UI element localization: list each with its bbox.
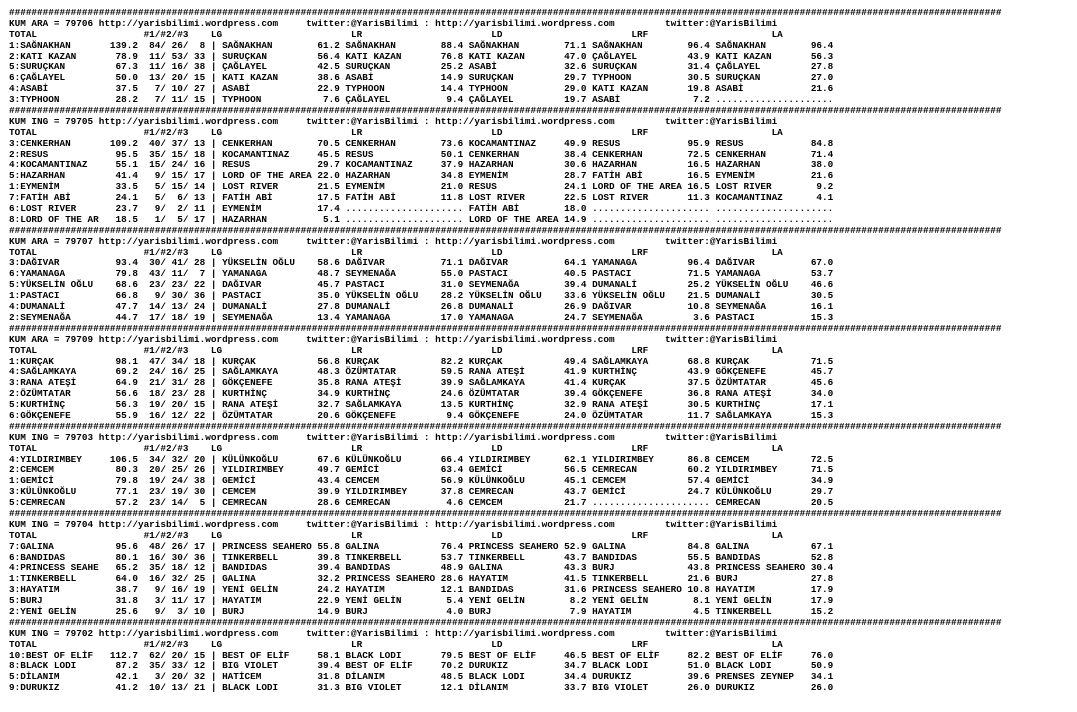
horse-row: 5:KURTHİNÇ 56.3 19/ 20/ 15 | RANA ATEŞİ 32.7 SAĞLAMKAYA 13.5 KURTHİNÇ 32.9 RANA ATEŞİ 30.5 KURTHİNÇ 17.1 (9, 399, 834, 411)
horse-row: 1:SAĞNAKHAN 139.2 84/ 26/ 8 | SAĞNAKHAN 61.2 SAĞNAKHAN 88.4 SAĞNAKHAN 71.1 SAĞNAKHAN 96.4 SAĞNAKHAN 96.4 (9, 39, 834, 51)
horse-row: 2:YENİ GELİN 25.6 9/ 3/ 10 | BURJ 14.9 BURJ 4.0 BURJ 7.9 HAYATIM 4.5 TINKERBELL 15.2 (9, 605, 834, 617)
horse-row: 3:CENKERHAN 109.2 40/ 37/ 13 | CENKERHAN 70.5 CENKERHAN 73.6 KOCAMANTINAZ 49.9 RESUS 95.9 RESUS 84.8 (9, 137, 834, 149)
horse-row: 1:GEMİCİ 79.8 19/ 24/ 38 | GEMİCİ 43.4 CEMCEM 56.9 KÜLÜNKOĞLU 45.1 CEMCEM 57.4 GEMİCİ 34.9 (9, 475, 834, 487)
race-header-line: KUM ING = 79705 http://yarisbilimi.wordpress.com twitter:@YarisBilimi : http://yarisbilimi.wordpress.com twitter:@YarisBilimi (9, 115, 778, 127)
horse-row: 5:CEMRECAN 57.2 23/ 14/ 5 | CEMRECAN 28.6 CEMRECAN 4.6 CEMCEM 21.7 ..................... CEMRECAN 20.5 (9, 497, 834, 509)
column-header-line: TOTAL #1/#2/#3 LG LR LD LRF LA (9, 246, 783, 258)
horse-row: 1:KURÇAK 98.1 47/ 34/ 18 | KURÇAK 56.8 KURÇAK 82.2 KURÇAK 49.4 SAĞLAMKAYA 68.8 KURÇAK 71.5 (9, 355, 834, 367)
horse-row: 2:SEYMENAĞA 44.7 17/ 18/ 19 | SEYMENAĞA 13.4 YAMANAGA 17.0 YAMANAGA 24.7 SEYMENAĞA 3.6 PASTACI 15.3 (9, 311, 834, 323)
separator-line: ################################################################################################################################################################################# (9, 224, 1002, 236)
horse-row: 9:DURUKIZ 41.2 10/ 13/ 21 | BLACK LODI 31.3 BIG VIOLET 12.1 DİLANIM 33.7 BIG VIOLET 26.0 DURUKIZ 26.0 (9, 682, 834, 694)
horse-row: 4:ASABİ 37.5 7/ 10/ 27 | ASABİ 22.9 TYPHOON 14.4 TYPHOON 29.0 KATI KAZAN 19.8 ASABİ 21.6 (9, 83, 834, 95)
horse-row: 5:SURUÇKAN 67.3 11/ 16/ 38 | ÇAĞLAYEL 42.5 SURUÇKAN 25.2 ASABİ 32.6 SURUÇKAN 31.4 ÇAĞLAYEL 27.8 (9, 61, 834, 73)
column-header-line: TOTAL #1/#2/#3 LG LR LD LRF LA (9, 638, 783, 650)
horse-row: 6:LOST RIVER 23.7 9/ 2/ 11 | EYMENİM 17.4 ..................... FATİH ABİ 18.0 ..................... ..................... (9, 203, 834, 215)
horse-row: 8:BLACK LODI 87.2 35/ 33/ 12 | BIG VIOLET 39.4 BEST OF ELİF 70.2 DURUKIZ 34.7 BLACK LODI 51.0 BLACK LODI 50.9 (9, 660, 834, 672)
horse-row: 5:BURJ 31.8 3/ 11/ 17 | HAYATIM 22.9 YENİ GELİN 5.4 YENİ GELİN 8.2 YENİ GELİN 8.1 YENİ GELİN 17.9 (9, 595, 834, 607)
horse-row: 2:KATI KAZAN 78.9 11/ 53/ 33 | SURUÇKAN 56.4 KATI KAZAN 76.8 KATI KAZAN 47.0 ÇAĞLAYEL 43.9 KATI KAZAN 56.3 (9, 50, 834, 62)
horse-row: 3:RANA ATEŞİ 64.9 21/ 31/ 28 | GÖKÇENEFE 35.8 RANA ATEŞİ 39.9 SAĞLAMKAYA 41.4 KURÇAK 37.5 ÖZÜMTATAR 45.6 (9, 377, 834, 389)
horse-row: 5:HAZARHAN 41.4 9/ 15/ 17 | LORD OF THE AREA 22.0 HAZARHAN 34.8 EYMENİM 28.7 FATİH ABİ 16.5 EYMENİM 21.6 (9, 170, 834, 182)
horse-row: 7:GALINA 95.6 48/ 26/ 17 | PRINCESS SEAHERO 55.8 GALINA 76.4 PRINCESS SEAHERO 52.9 GALINA 84.8 GALINA 67.1 (9, 540, 834, 552)
column-header-line: TOTAL #1/#2/#3 LG LR LD LRF LA (9, 529, 783, 541)
race-header-line: KUM ING = 79702 http://yarisbilimi.wordpress.com twitter:@YarisBilimi : http://yarisbilimi.wordpress.com twitter:@YarisBilimi (9, 627, 778, 639)
separator-line: ################################################################################################################################################################################# (9, 105, 1002, 117)
horse-row: 2:ÖZÜMTATAR 56.6 18/ 23/ 28 | KURTHİNÇ 34.9 KURTHİNÇ 24.6 ÖZÜMTATAR 39.4 GÖKÇENEFE 36.8 RANA ATEŞİ 34.0 (9, 388, 834, 400)
horse-row: 8:LORD OF THE AR 18.5 1/ 5/ 17 | HAZARHAN 5.1 ..................... LORD OF THE AREA 14.9 ..................... ..................... (9, 213, 834, 225)
column-header-line: TOTAL #1/#2/#3 LG LR LD LRF LA (9, 28, 783, 40)
horse-row: 10:BEST OF ELİF 112.7 62/ 20/ 15 | BEST OF ELİF 58.1 BLACK LODI 79.5 BEST OF ELİF 46.5 BEST OF ELİF 82.2 BEST OF ELİF 76.0 (9, 649, 834, 661)
horse-row: 3:HAYATIM 38.7 9/ 16/ 19 | YENİ GELİN 24.2 HAYATIM 12.1 BANDIDAS 31.6 PRINCESS SEAHERO 10.8 HAYATIM 17.9 (9, 584, 834, 596)
horse-row: 5:DİLANIM 42.1 3/ 20/ 32 | HATİCEM 31.8 DİLANIM 48.5 BLACK LODI 34.4 DURUKIZ 39.6 PRENSES ZEYNEP 34.1 (9, 671, 834, 683)
column-header-line: TOTAL #1/#2/#3 LG LR LD LRF LA (9, 344, 783, 356)
horse-row: 7:FATİH ABİ 24.1 5/ 6/ 13 | FATİH ABİ 17.5 FATİH ABİ 11.8 LOST RIVER 22.5 LOST RIVER 11.3 KOCAMANTINAZ 4.1 (9, 192, 834, 204)
horse-row: 1:PASTACI 66.8 9/ 30/ 36 | PASTACI 35.0 YÜKSELİN OĞLU 28.2 YÜKSELİN OĞLU 33.6 YÜKSELİN OĞLU 21.5 DUMANALİ 30.5 (9, 290, 834, 302)
horse-row: 3:KÜLÜNKOĞLU 77.1 23/ 19/ 30 | CEMCEM 39.9 YILDIRIMBEY 37.8 CEMRECAN 43.7 GEMİCİ 24.7 KÜLÜNKOĞLU 29.7 (9, 486, 834, 498)
horse-row: 6:GÖKÇENEFE 55.9 16/ 12/ 22 | ÖZÜMTATAR 20.6 GÖKÇENEFE 9.4 GÖKÇENEFE 24.0 ÖZÜMTATAR 11.7 SAĞLAMKAYA 15.3 (9, 409, 834, 421)
race-header-line: KUM ARA = 79709 http://yarisbilimi.wordpress.com twitter:@YarisBilimi : http://yarisbilimi.wordpress.com twitter:@YarisBilimi (9, 333, 778, 345)
separator-line: ################################################################################################################################################################################# (9, 322, 1002, 334)
horse-row: 4:YILDIRIMBEY 106.5 34/ 32/ 20 | KÜLÜNKOĞLU 67.6 KÜLÜNKOĞLU 66.4 YILDIRIMBEY 62.1 YILDIRIMBEY 86.8 CEMCEM 72.5 (9, 453, 834, 465)
separator-line: ################################################################################################################################################################################# (9, 7, 1002, 18)
horse-row: 1:EYMENİM 33.5 5/ 15/ 14 | LOST RIVER 21.5 EYMENİM 21.0 RESUS 24.1 LORD OF THE AREA 16.5 LOST RIVER 9.2 (9, 181, 834, 193)
horse-row: 6:ÇAĞLAYEL 50.0 13/ 20/ 15 | KATI KAZAN 38.6 ASABİ 14.9 SURUÇKAN 29.7 TYPHOON 30.5 SURUÇKAN 27.0 (9, 72, 834, 84)
horse-row: 4:DUMANALİ 47.7 14/ 13/ 24 | DUMANALİ 27.8 DUMANALİ 26.8 DUMANALİ 26.9 DAĞIVAR 10.8 SEYMENAĞA 16.1 (9, 301, 834, 313)
race-header-line: KUM ING = 79704 http://yarisbilimi.wordpress.com twitter:@YarisBilimi : http://yarisbilimi.wordpress.com twitter:@YarisBilimi (9, 518, 778, 530)
horse-row: 3:TYPHOON 28.2 7/ 11/ 15 | TYPHOON 7.6 ÇAĞLAYEL 9.4 ÇAĞLAYEL 19.7 ASABİ 7.2 ..................... (9, 94, 834, 106)
race-header-line: KUM ING = 79703 http://yarisbilimi.wordpress.com twitter:@YarisBilimi : http://yarisbilimi.wordpress.com twitter:@YarisBilimi (9, 431, 778, 443)
race-header-line: KUM ARA = 79706 http://yarisbilimi.wordpress.com twitter:@YarisBilimi : http://yarisbilimi.wordpress.com twitter:@YarisBilimi (9, 17, 778, 29)
horse-row: 4:KOCAMANTINAZ 55.1 15/ 24/ 16 | RESUS 29.7 KOCAMANTINAZ 37.9 HAZARHAN 30.6 HAZARHAN 16.5 HAZARHAN 38.0 (9, 159, 834, 171)
horse-row: 2:CEMCEM 80.3 20/ 25/ 26 | YILDIRIMBEY 49.7 GEMİCİ 63.4 GEMİCİ 56.5 CEMRECAN 60.2 YILDIRIMBEY 71.5 (9, 464, 834, 476)
separator-line: ################################################################################################################################################################################# (9, 420, 1002, 432)
horse-row: 6:BANDIDAS 80.1 16/ 30/ 36 | TINKERBELL 39.8 TINKERBELL 53.7 TINKERBELL 43.7 BANDIDAS 55.5 BANDIDAS 52.8 (9, 551, 834, 563)
horse-row: 1:TINKERBELL 64.0 16/ 32/ 25 | GALINA 32.2 PRINCESS SEAHERO 28.6 HAYATIM 41.5 TINKERBELL 21.6 BURJ 27.8 (9, 573, 834, 585)
race-header-line: KUM ARA = 79707 http://yarisbilimi.wordpress.com twitter:@YarisBilimi : http://yarisbilimi.wordpress.com twitter:@YarisBilimi (9, 235, 778, 247)
column-header-line: TOTAL #1/#2/#3 LG LR LD LRF LA (9, 126, 783, 138)
horse-row: 3:DAĞIVAR 93.4 30/ 41/ 28 | YÜKSELİN OĞLU 58.6 DAĞIVAR 71.1 DAĞIVAR 64.1 YAMANAGA 96.4 DAĞIVAR 67.0 (9, 257, 834, 269)
horse-row: 4:PRINCESS SEAHE 65.2 35/ 18/ 12 | BANDIDAS 39.4 BANDIDAS 48.9 GALINA 43.3 BURJ 43.8 PRINCESS SEAHERO 30.4 (9, 562, 834, 574)
column-header-line: TOTAL #1/#2/#3 LG LR LD LRF LA (9, 442, 783, 454)
separator-line: ################################################################################################################################################################################# (9, 616, 1002, 628)
horse-row: 5:YÜKSELİN OĞLU 68.6 23/ 23/ 22 | DAĞIVAR 45.7 PASTACI 31.0 SEYMENAĞA 39.4 DUMANALİ 25.2 YÜKSELİN OĞLU 46.6 (9, 279, 834, 291)
horse-row: 2:RESUS 95.5 35/ 15/ 18 | KOCAMANTINAZ 45.5 RESUS 50.1 CENKERHAN 38.4 CENKERHAN 72.5 CENKERHAN 71.4 (9, 148, 834, 160)
horse-row: 6:YAMANAGA 79.8 43/ 11/ 7 | YAMANAGA 48.7 SEYMENAĞA 55.0 PASTACI 40.5 PASTACI 71.5 YAMANAGA 53.7 (9, 268, 834, 280)
separator-line: ################################################################################################################################################################################# (9, 507, 1002, 519)
horse-row: 4:SAĞLAMKAYA 69.2 24/ 16/ 25 | SAĞLAMKAYA 48.3 ÖZÜMTATAR 59.5 RANA ATEŞİ 41.9 KURTHİNÇ 43.9 GÖKÇENEFE 45.7 (9, 366, 834, 378)
